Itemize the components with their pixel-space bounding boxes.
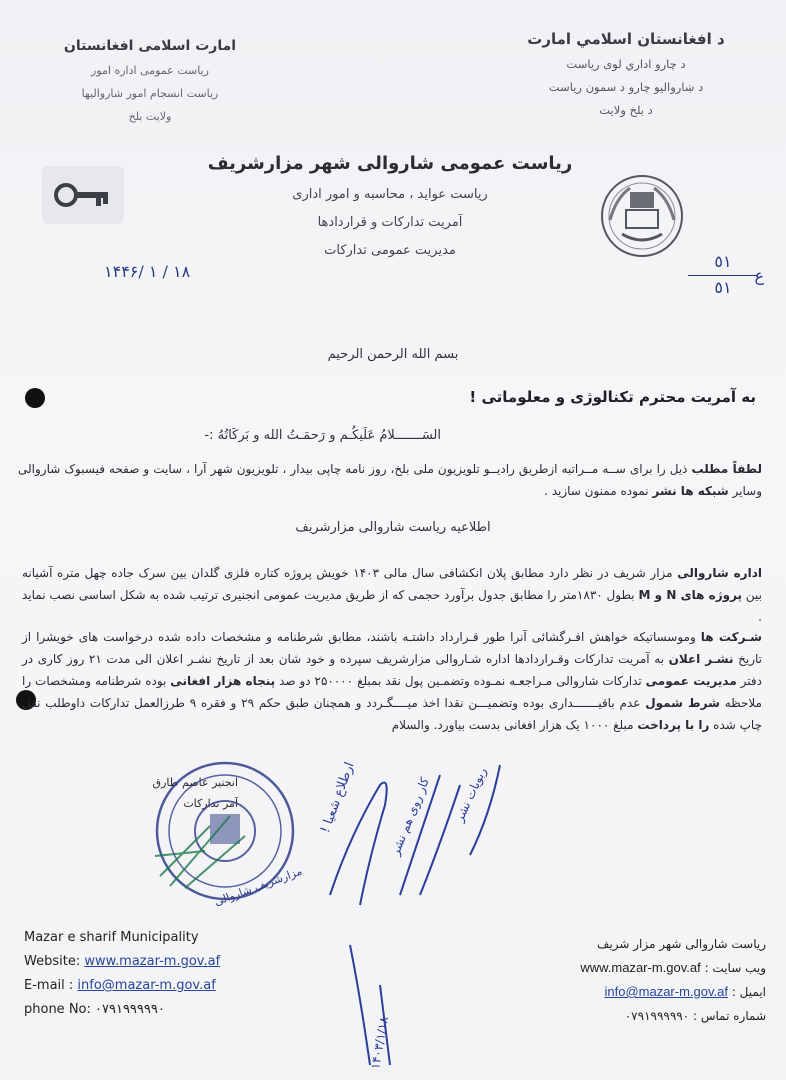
footer-org: Mazar e sharif Municipality — [24, 930, 199, 945]
emirate-emblem-icon — [596, 170, 688, 262]
footer-phone-label: phone No: — [24, 1002, 96, 1017]
footer-phone: ۰۷۹۱۹۹۹۹۹۰ — [624, 1009, 690, 1023]
ref-prefix: ع — [754, 266, 764, 285]
footer-website-link[interactable]: www.mazar-m.gov.af — [84, 954, 221, 969]
footer-email-label: E-mail : — [24, 978, 78, 993]
punch-hole — [25, 388, 45, 408]
request-paragraph — [18, 458, 762, 502]
handwritten-note: کار روی هم نشر — [388, 775, 432, 858]
notice-title: اطلاعیه ریاست شاروالی مزارشریف — [295, 520, 491, 535]
paragraph-text: وموسساتیکه خواهش افـرگشائی آنرا طور قـرارداد داشتـه باشند، مطابق شرطنامه و مشخصات داده شده درخواست های خویشرا از تاریخ — [22, 630, 762, 666]
paragraph-text: بطول ۱۸۳۰متر را مطابق جدول برآورد حجمی که از طریق مدیریت عمومی انجنیری ترتیب شده به شکل اساسی نصب نماید . — [22, 588, 762, 624]
header-left — [40, 38, 260, 123]
paragraph-text: تدارکات شاروالی مـراجعـه نمـوده وتضمـین پول نقد بمبلغ ۲۵۰۰۰۰ دو صد — [275, 674, 646, 688]
signatory-name: انجنیر عاصم طارق — [152, 776, 238, 789]
addressee: به آمریت محترم تکنالوژی و معلوماتی ! — [469, 388, 756, 406]
handwritten-date-note: ۱۴۰۳/۱/۱۸ — [368, 1015, 392, 1071]
greeting: السَـــــــلامُ عَلَیکُـم و رَحمَـتُ الله و بَرکَاتُهُ :- — [204, 428, 441, 443]
handwritten-date: ۱۴۴۶/ ۱ / ۱۸ — [104, 262, 191, 281]
handwritten-note: ارطلاع شعیا ! — [318, 760, 358, 836]
footer-english — [24, 926, 220, 1022]
paragraph-bold: پروژه های N و M — [638, 588, 743, 602]
department-line: مدیریت عمومی تدارکات — [324, 243, 456, 258]
paragraph-text: مبلغ ۱۰۰۰ یک هزار افغانی بدست بیاورد. والسلام — [391, 718, 638, 732]
reference-number — [688, 252, 764, 297]
ref-number-bottom: ٥١ — [714, 278, 732, 297]
page-title: ریاست عمومی شاروالی شهر مزارشریف — [207, 153, 573, 174]
header-right-line: د بلخ ولايت — [599, 103, 653, 117]
header-left-line: ریاست انسجام امور شاروالیها — [81, 87, 219, 100]
project-paragraph — [22, 562, 762, 628]
footer-phone: ۰۷۹۱۹۹۹۹۹۰ — [95, 1002, 165, 1017]
footer-dari — [526, 932, 766, 1028]
stamp-text: مزارشریف شاروالی — [212, 864, 304, 909]
bismillah: بسم الله الرحمن الرحیم — [327, 347, 459, 362]
paragraph-bold: نشـر اعلان — [668, 652, 734, 666]
header-right-line: د چارو اداري لوی رياست — [566, 57, 686, 71]
footer-email-label: ایمیل : — [731, 985, 766, 999]
paragraph-bold: شرط شمول — [645, 696, 720, 710]
ref-number-top: ٥١ — [714, 252, 732, 271]
footer-email-link[interactable]: info@mazar-m.gov.af — [77, 978, 216, 993]
paragraph-bold: شبکه ها نشر — [652, 484, 729, 498]
footer-website-label: ویب سایت : — [704, 961, 766, 975]
header-right — [506, 30, 746, 117]
paragraph-text: نموده ممنون سازید . — [544, 484, 653, 498]
header-left-line: ولایت بلخ — [128, 110, 172, 123]
paragraph-text: مزار شریف در نظر دارد مطابق پلان انکشافی سال مالی ۱۴۰۳ خویش پروژه کتاره فلزی گلدان بین سرک جاده چهل متره آشیانه بین — [22, 566, 762, 602]
paragraph-text: ذیل را برای ســه مــراتبه ازطریق رادیــو تلویزیون ملی بلخ، روز نامه چاپی بیدار ، تلویزیون شهر آرا ، سایت و صفحه فیسبوک شاروالی وسایر — [18, 462, 762, 498]
center-heading — [150, 153, 630, 258]
department-line: آمریت تدارکات و قراردادها — [317, 215, 463, 230]
header-right-title: د افغانستان اسلامي امارت — [527, 30, 725, 48]
municipality-key-logo-icon — [38, 160, 128, 230]
paragraph-text: بوده شرطنامه ومشخصات را ملاحظه — [22, 674, 762, 710]
handwritten-note: ربویات نشر — [452, 765, 490, 824]
paragraph-lead: شـرکت ها — [700, 630, 762, 644]
conditions-paragraph — [22, 626, 762, 736]
paragraph-lead: اداره شاروالی — [677, 566, 762, 580]
paragraph-bold: را با پرداخت — [637, 718, 710, 732]
ref-divider — [688, 275, 758, 276]
signatory-title: آمر تدارکات — [183, 797, 238, 810]
footer-email-link[interactable]: info@mazar-m.gov.af — [604, 984, 728, 999]
header-left-title: امارت اسلامی افغانستان — [63, 38, 237, 54]
department-line: ریاست عواید ، محاسبه و امور اداری — [292, 187, 488, 202]
handwritten-annotation-icon — [290, 745, 520, 1075]
header-left-line: ریاست عمومی اداره امور — [91, 64, 209, 77]
paragraph-bold: پنجاه هزار افغانی — [170, 674, 276, 688]
header-right-line: د ښاروالیو چارو د سمون رياست — [548, 80, 704, 94]
paragraph-text: به آمریت تدارکات وقـراردادها اداره شـاروالی مزارشریف سپرده و خود شان بعد از تاریخ نشـر اعلان الی مدت ۲۱ روز کاری در دفتر — [22, 652, 763, 688]
paragraph-lead: لطفاً مطلب — [691, 462, 762, 476]
paragraph-text: عدم باقیـــــــداری بوده وتضمیـــن نقدا اخذ میــــگـردد و همچنان طبق حکم ۲۹ و فقره ۹ طرزالعمل تدارکات داوطلب نقل چاپ شده — [22, 696, 762, 732]
footer-website[interactable]: www.mazar-m.gov.af — [580, 960, 701, 975]
footer-website-label: Website: — [24, 954, 85, 969]
footer-phone-label: شماره تماس : — [693, 1009, 766, 1023]
paragraph-bold: مدیریت عمومی — [645, 674, 737, 688]
footer-org: ریاست شاروالی شهر مزار شریف — [596, 937, 766, 951]
